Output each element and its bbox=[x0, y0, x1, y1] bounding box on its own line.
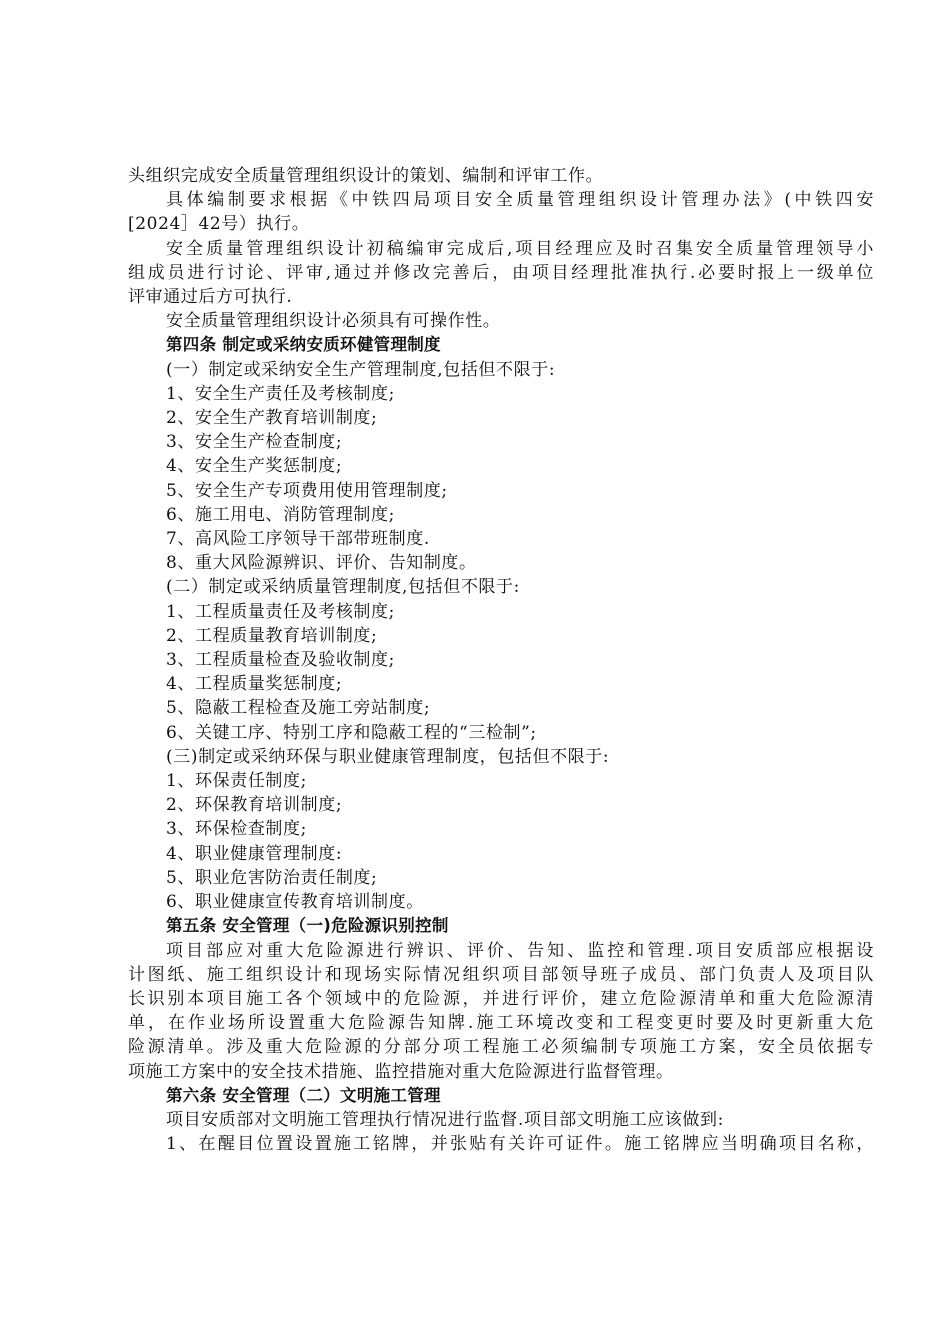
text-line: (三)制定或采纳环保与职业健康管理制度，包括但不限于: bbox=[166, 746, 610, 767]
text-line: 头组织完成安全质量管理组织设计的策划、编制和评审工作。 bbox=[128, 166, 604, 186]
text-line: 4、职业健康管理制度: bbox=[166, 843, 343, 864]
text-line: 5、隐蔽工程检查及施工旁站制度; bbox=[166, 698, 431, 719]
text-line: 长识别本项目施工各个领域中的危险源，并进行评价，建立危险源清单和重大危险源清 bbox=[128, 988, 874, 1009]
text-line: 3、安全生产检查制度; bbox=[166, 432, 343, 453]
text-line: 2、环保教育培训制度; bbox=[166, 795, 343, 816]
text-line: 项施工方案中的安全技术措施、监控措施对重大危险源进行监督管理。 bbox=[128, 1061, 674, 1082]
text-line: 7、高风险工序领导干部带班制度. bbox=[166, 529, 430, 550]
text-line: [2024］42号）执行。 bbox=[128, 214, 310, 235]
text-line: 项目安质部对文明施工管理执行情况进行监督.项目部文明施工应该做到: bbox=[166, 1109, 724, 1130]
text-line: 1、工程质量责任及考核制度; bbox=[166, 601, 395, 622]
text-line: 6、职业健康宣传教育培训制度。 bbox=[166, 892, 424, 913]
text-line: 安全质量管理组织设计初稿编审完成后,项目经理应及时召集安全质量管理领导小 bbox=[166, 238, 874, 259]
text-line: 5、职业危害防治责任制度; bbox=[166, 867, 378, 888]
text-line: (二）制定或采纳质量管理制度,包括但不限于: bbox=[166, 577, 520, 598]
text-line: 6、施工用电、消防管理制度; bbox=[166, 504, 395, 525]
text-line: 4、安全生产奖惩制度; bbox=[166, 456, 343, 477]
text-line: (一）制定或采纳安全生产管理制度,包括但不限于: bbox=[166, 359, 556, 380]
text-line: 安全质量管理组织设计必须具有可操作性。 bbox=[166, 311, 501, 332]
section-heading: 第六条 安全管理（二）文明施工管理 bbox=[166, 1085, 441, 1105]
text-line: 1、在醒目位置设置施工铭牌，并张贴有关许可证件。施工铭牌应当明确项目名称， bbox=[166, 1134, 874, 1155]
text-line: 项目部应对重大危险源进行辨识、评价、告知、监控和管理.项目安质部应根据设 bbox=[166, 940, 874, 961]
text-line: 评审通过后方可执行. bbox=[128, 287, 293, 308]
section-heading: 第五条 安全管理（一)危险源识别控制 bbox=[166, 916, 449, 936]
text-line: 1、安全生产责任及考核制度; bbox=[166, 383, 395, 404]
section-heading: 第四条 制定或采纳安质环健管理制度 bbox=[166, 335, 441, 355]
document-body bbox=[128, 164, 874, 1156]
text-line: 3、环保检查制度; bbox=[166, 819, 307, 840]
text-line: 8、重大风险源辨识、评价、告知制度。 bbox=[166, 553, 477, 574]
text-line: 2、工程质量教育培训制度; bbox=[166, 625, 378, 646]
text-line: 2、安全生产教育培训制度; bbox=[166, 408, 378, 429]
text-line: 3、工程质量检查及验收制度; bbox=[166, 650, 395, 671]
text-line: 5、安全生产专项费用使用管理制度; bbox=[166, 480, 448, 501]
text-line: 4、工程质量奖惩制度; bbox=[166, 674, 343, 695]
text-line: 单，在作业场所设置重大危险源告知牌.施工环境改变和工程变更时要及时更新重大危 bbox=[128, 1013, 874, 1034]
text-line: 具体编制要求根据《中铁四局项目安全质量管理组织设计管理办法》(中铁四安 bbox=[166, 190, 874, 211]
text-line: 组成员进行讨论、评审,通过并修改完善后，由项目经理批准执行.必要时报上一级单位 bbox=[128, 262, 874, 283]
text-line: 1、环保责任制度; bbox=[166, 771, 307, 792]
text-line: 计图纸、施工组织设计和现场实际情况组织项目部领导班子成员、部门负责人及项目队 bbox=[128, 964, 874, 985]
text-line: 险源清单。涉及重大危险源的分部分项工程施工必须编制专项施工方案，安全员依据专 bbox=[128, 1037, 874, 1058]
text-line: 6、关键工序、特别工序和隐蔽工程的“三检制”; bbox=[166, 722, 537, 743]
